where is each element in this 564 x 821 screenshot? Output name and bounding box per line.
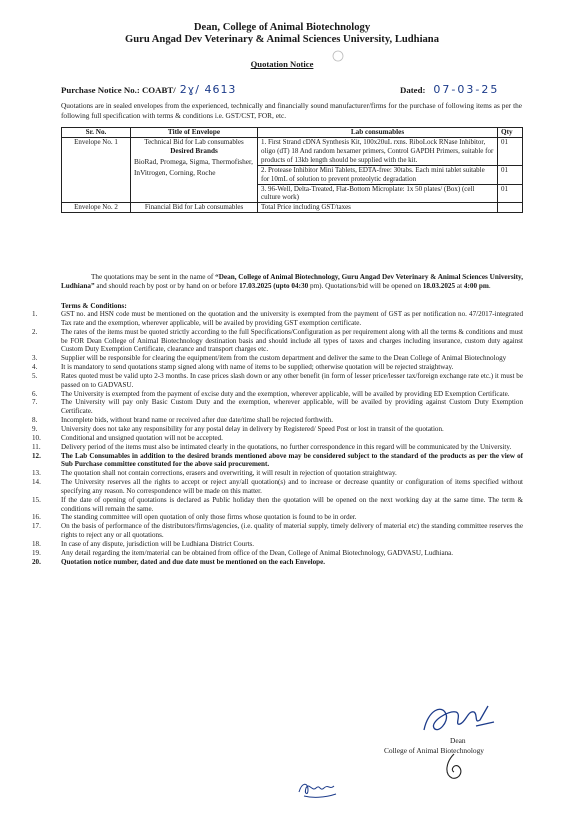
term-number: 1. bbox=[32, 310, 38, 318]
faint-stamp-icon bbox=[330, 48, 346, 64]
term-text: The University will pay only Basic Custom Duty and the exemption, wherever applicable, will be availed by providing against Custom Duty Exemption Certificate. bbox=[61, 398, 523, 416]
term-item bbox=[32, 478, 523, 496]
term-text: The University reserves all the rights to accept or reject any/all quotation(s) and to increase or decrease quantity or configuration of items specified without specifying any reason. No correspondence will be made on this matter. bbox=[61, 478, 523, 495]
term-number: 7. bbox=[32, 398, 38, 407]
table-header-row bbox=[62, 128, 523, 138]
term-item bbox=[32, 425, 523, 434]
term-item bbox=[32, 354, 523, 363]
signer-org: College of Animal Biotechnology bbox=[384, 746, 484, 755]
term-item bbox=[32, 469, 523, 478]
notice-title: Quotation Notice bbox=[250, 59, 314, 69]
term-item bbox=[32, 398, 523, 416]
term-item bbox=[32, 452, 523, 470]
item-2-qty: 01 bbox=[498, 165, 523, 184]
signer-title: Dean bbox=[450, 736, 466, 745]
term-number: 14. bbox=[32, 478, 41, 487]
term-item bbox=[32, 558, 523, 567]
header-line-1: Dean, College of Animal Biotechnology bbox=[193, 22, 371, 33]
desired-brands: BioRad, Promega, Sigma, Thermofisher, InVitrogen, Corning, Roche bbox=[134, 157, 253, 178]
col-header-qty: Qty bbox=[498, 128, 523, 138]
para-text-5: . bbox=[488, 282, 491, 291]
term-item bbox=[32, 496, 523, 514]
para-bold-due-date: 17.03.2025 (upto 04:30 bbox=[239, 282, 309, 291]
para-text-1: The quotations may be sent in the name of bbox=[91, 273, 216, 281]
term-item bbox=[32, 372, 523, 390]
item-3-desc: 3. 96-Well, Delta-Treated, Flat-Bottom Microplate: 1x 50 plates/ (Box) (cell culture work) bbox=[258, 184, 498, 203]
para-text-2: and should reach by post or by hand on or before bbox=[94, 282, 240, 291]
term-number: 2. bbox=[32, 327, 38, 336]
item-1-desc: 1. First Strand cDNA Synthesis Kit, 100x20uL rxns. RiboLock RNase Inhibitor, oligo (dT) 18 And random hexamer primers, Control GAPDH Primers, suitable for products of 13kb length should be supplied with the kit. bbox=[258, 138, 498, 166]
term-number: 6. bbox=[32, 389, 38, 398]
term-text: Delivery period of the items must also be intimated clearly in the quotations, no further correspondence in this regard will be communicated by the University. bbox=[61, 442, 512, 451]
header-line-2: Guru Angad Dev Veterinary & Animal Sciences University, Ludhiana bbox=[124, 34, 439, 45]
envelope-1-title-cell bbox=[131, 138, 258, 203]
envelope-2-number: Envelope No. 2 bbox=[62, 203, 131, 213]
term-number: 4. bbox=[32, 363, 38, 372]
term-number: 18. bbox=[32, 539, 41, 548]
intro-paragraph: Quotations are in sealed envelopes from the experienced, technically and financially sound manufacturer/firms for the purchase of following items as per the following full specification with terms & conditions i.e. GST/CST, FOR, etc. bbox=[61, 101, 522, 121]
terms-title: Terms & Conditions: bbox=[61, 301, 127, 310]
item-1-qty: 01 bbox=[498, 138, 523, 166]
term-item bbox=[32, 434, 523, 443]
purchase-notice-prefix: COABT/ bbox=[141, 85, 176, 95]
para-text-4: at bbox=[455, 282, 464, 291]
term-text: Rates quoted must be valid upto 2-3 months. In case prices slash down or any other benefit (in form of lesser price/lesser tax/foreign exchange rate etc.) it must be passed on to GADVASU. bbox=[61, 371, 523, 389]
term-text: It is mandatory to send quotations stamp signed along with name of items to be supplied; otherwise quotation will be rejected straightway. bbox=[61, 363, 454, 372]
envelope-2-title: Financial Bid for Lab consumables bbox=[131, 203, 258, 213]
term-item bbox=[32, 513, 523, 522]
term-item bbox=[32, 549, 523, 558]
purchase-notice-handwritten: 2ɣ/ 4613 bbox=[179, 83, 237, 96]
envelope-2-qty bbox=[498, 203, 523, 213]
para-bold-addressee: “Dean, College of Animal Biotechnology, Guru Angad Dev Veterinary & Animal Sciences University, Ludhiana” bbox=[61, 273, 523, 291]
term-text: Any detail regarding the item/material can be obtained from office of the Dean, College of Animal Biotechnology, GADVASU, Ludhiana. bbox=[61, 548, 454, 557]
submission-paragraph bbox=[61, 273, 523, 292]
dated-handwritten: 07-03-25 bbox=[433, 83, 500, 96]
table-row bbox=[62, 138, 523, 166]
term-number: 11. bbox=[32, 442, 41, 451]
para-bold-open-time: 4:00 pm bbox=[463, 282, 489, 291]
term-number: 19. bbox=[32, 548, 41, 557]
col-header-consumables: Lab consumables bbox=[258, 128, 498, 138]
table-row bbox=[62, 203, 523, 213]
term-item bbox=[32, 363, 523, 372]
term-item bbox=[32, 310, 523, 328]
term-number: 17. bbox=[32, 522, 41, 531]
terms-list bbox=[32, 310, 523, 566]
term-text: GST no. and HSN code must be mentioned on the quotation and the university is exempted from the payment of GST as per notification no. 47/2017-integrated Tax rate and the exemption, wherever applicable, will be availed by providing GST exemption certificate. bbox=[61, 310, 523, 327]
term-number: 10. bbox=[32, 433, 41, 442]
term-number: 15. bbox=[32, 495, 41, 504]
term-number: 5. bbox=[32, 371, 38, 380]
para-bold-open-date: 18.03.2025 bbox=[422, 282, 456, 291]
term-text: Supplier will be responsible for clearing the equipment/item from the custom department and deliver the same to the Dean College of Animal Biotechnology bbox=[61, 354, 507, 363]
term-text: In case of any dispute, jurisdiction will be Ludhiana District Courts. bbox=[61, 539, 255, 548]
term-text: The standing committee will open quotation of only those firms whose quotation is found to be in order. bbox=[61, 513, 357, 522]
term-text: The rates of the items must be quoted strictly according to the full Specifications/Configuration as per requirement along with all the terms & conditions and must be FOR Dean College of Animal Biotechnology destination basis and should include all types of taxes and charges including insurance, custom duty against Custom Duty Exemption Certificate, clearance and transport charges etc. bbox=[61, 327, 523, 354]
desired-brands-heading: Desired Brands bbox=[170, 146, 218, 155]
term-text: The Lab Consumables in addition to the desired brands mentioned above may be considered subject to the standard of the products as per the view of Sub Purchase committee constituted for the above said procurement. bbox=[61, 451, 523, 469]
term-text: If the date of opening of quotations is declared as Public holiday then the quotation will be opened on the next working day at the same time. The term & conditions will remain the same. bbox=[61, 495, 523, 513]
envelope-1-number: Envelope No. 1 bbox=[62, 138, 131, 203]
purchase-notice-number bbox=[61, 83, 236, 96]
para-text-3: pm). Quotations/bid will be opened on bbox=[308, 282, 423, 291]
term-item bbox=[32, 443, 523, 452]
col-header-sr: Sr. No. bbox=[62, 128, 131, 138]
term-number: 9. bbox=[32, 424, 38, 433]
term-number: 13. bbox=[32, 469, 41, 478]
term-text: Quotation notice number, dated and due date must be mentioned on the each Envelope. bbox=[61, 557, 325, 566]
term-text: Incomplete bids, without brand name or received after due date/time shall be rejected forthwith. bbox=[61, 416, 334, 425]
term-text: Conditional and unsigned quotation will not be accepted. bbox=[61, 433, 223, 442]
term-text: The University is exempted from the payment of excise duty and the exemption, wherever applicable, will be availed by providing ED Exemption Certificate. bbox=[61, 389, 510, 398]
term-item bbox=[32, 390, 523, 399]
term-number: 3. bbox=[32, 354, 38, 363]
envelope-2-desc: Total Price including GST/taxes bbox=[258, 203, 498, 213]
dean-signature-icon bbox=[418, 700, 498, 740]
item-3-qty: 01 bbox=[498, 184, 523, 203]
term-text: University does not take any responsibility for any postal delay in delivery by Registered/ Speed Post or lost in transit of the quotation. bbox=[61, 424, 444, 433]
term-item bbox=[32, 328, 523, 355]
term-item bbox=[32, 416, 523, 425]
initial-mark-icon bbox=[440, 752, 470, 782]
term-number: 20. bbox=[32, 557, 41, 566]
dated bbox=[400, 83, 499, 96]
bottom-signature-icon bbox=[296, 776, 338, 800]
col-header-title: Title of Envelope bbox=[131, 128, 258, 138]
term-text: The quotation shall not contain corrections, erasers and overwriting, it will result in rejection of quotation straightway. bbox=[61, 469, 397, 478]
term-number: 16. bbox=[32, 513, 41, 522]
dated-label: Dated: bbox=[400, 85, 426, 95]
purchase-notice-label: Purchase Notice No.: bbox=[61, 85, 140, 95]
term-item bbox=[32, 522, 523, 540]
term-item bbox=[32, 540, 523, 549]
item-2-desc: 2. Protease Inhibitor Mini Tablets, EDTA-free: 30tabs. Each mini tablet suitable for 10mL of solution to prevent proteolytic degradation bbox=[258, 165, 498, 184]
term-text: On the basis of performance of the distributors/firms/agencies, (i.e. quality of material supply, timely delivery of material etc) the standing committee reserves the rights to reject any or all quotations. bbox=[61, 522, 523, 540]
items-table bbox=[61, 127, 523, 213]
term-number: 12. bbox=[32, 451, 41, 460]
envelope-1-title: Technical Bid for Lab consumables bbox=[144, 138, 244, 146]
term-number: 8. bbox=[32, 416, 38, 425]
